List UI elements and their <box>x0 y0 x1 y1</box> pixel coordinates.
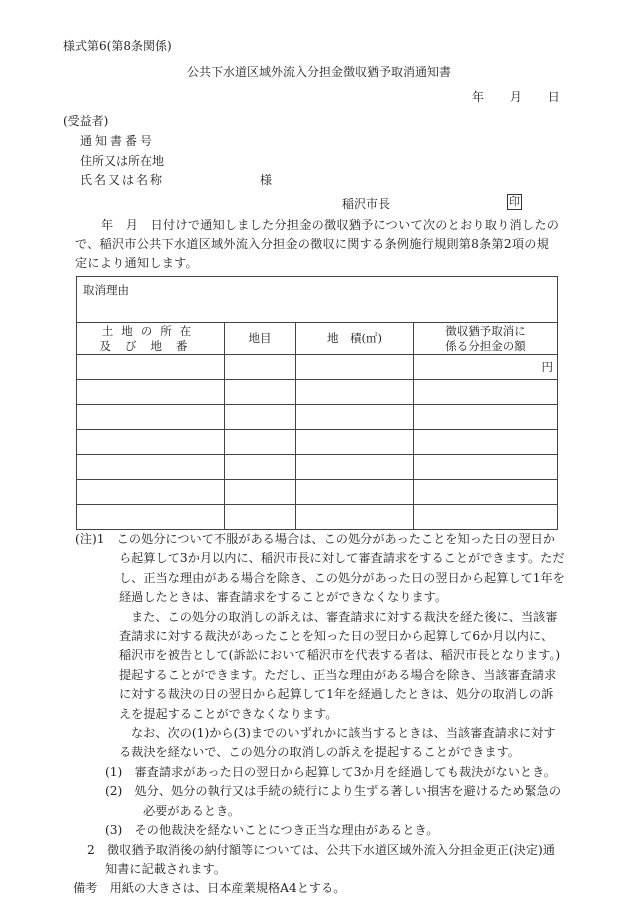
area-cell[interactable] <box>296 380 414 405</box>
date-day: 日 <box>547 90 560 104</box>
date-line <box>472 89 560 105</box>
notes-section <box>75 530 565 899</box>
cancellation-table <box>76 276 558 530</box>
land-cell[interactable] <box>77 430 225 455</box>
note-2-prefix: 2 <box>87 842 95 857</box>
notice-number-label: 通知書番号 <box>80 134 156 148</box>
note-2 <box>75 841 565 880</box>
table-row <box>77 455 558 480</box>
note-1 <box>75 530 565 608</box>
body-text: 年 月 日付けで通知しました分担金の徴収猶予について次のとおり取り消したので、稲沢市公共下水道区域外流入分担金の徴収に関する条例施行規則第8条第2項の規定により通知します。 <box>75 218 560 270</box>
land-cell[interactable] <box>77 505 225 530</box>
name-label: 氏名又は名称 <box>80 173 165 187</box>
amount-cell[interactable] <box>414 380 558 405</box>
reason-label: 取消理由 <box>83 283 129 297</box>
note-item-1 <box>75 763 565 782</box>
category-cell[interactable] <box>225 430 296 455</box>
document-title: 公共下水道区域外流入分担金徴収猶予取消通知書 <box>186 65 451 79</box>
note-item-3-label: (3) <box>105 823 123 838</box>
issuer-title: 稲沢市長 <box>342 197 391 211</box>
date-year: 年 <box>472 90 485 104</box>
land-cell[interactable] <box>77 380 225 405</box>
note-item-3-text: その他裁決を経ないことにつき正当な理由があるとき。 <box>134 823 439 838</box>
amount-cell[interactable] <box>414 405 558 430</box>
note-1-text: この処分について不服がある場合は、この処分があったことを知った日の翌日から起算して3か月以内に、稲沢市長に対して審査請求をすることができます。ただし、正当な理由がある場合を除き、この処分があった日の翌日から起算して1年を経過したときは、審査請求をすることができなくなります。 <box>116 532 565 605</box>
header-category: 地目 <box>225 323 296 355</box>
land-cell[interactable] <box>77 455 225 480</box>
area-cell[interactable] <box>296 430 414 455</box>
header-amount-line1: 徴収猶予取消に <box>445 323 526 338</box>
category-cell[interactable] <box>225 405 296 430</box>
amount-cell[interactable] <box>414 430 558 455</box>
note-item-2-label: (2) <box>105 784 123 799</box>
header-land-line2: 及び地番 <box>99 338 202 353</box>
note-1-prefix: (注)1 <box>75 532 105 546</box>
header-amount <box>414 323 558 355</box>
note-item-1-text: 審査請求があった日の翌日から起算して3か月を経過しても裁決がないとき。 <box>134 764 556 779</box>
note-1-para3: なお、次の(1)から(3)までのいずれかに該当するときは、当該審査請求に対する裁決を経ないで、この処分の取消しの訴えを提起することができます。 <box>119 726 556 760</box>
amount-cell[interactable]: 円 <box>414 355 558 380</box>
table-row <box>77 355 558 380</box>
category-cell[interactable] <box>225 455 296 480</box>
seal-mark: 印 <box>509 195 520 208</box>
category-cell[interactable] <box>225 380 296 405</box>
table-row <box>77 405 558 430</box>
area-cell[interactable] <box>296 405 414 430</box>
remark-label: 備考 <box>73 881 98 896</box>
honorific: 様 <box>260 173 273 187</box>
category-cell[interactable] <box>225 480 296 505</box>
note-1-para2: また、この処分の取消しの訴えは、審査請求に対する裁決を経た後に、当該審査請求に対する裁決があったことを知った日の翌日から起算して6か月以内に、稲沢市を被告として(訴訟において稲沢市を代表する者は、稲沢市長となります。)提起することができます。ただし、正当な理由がある場合を除き、当該審査請求に対する裁決の日の翌日から起算して1年を経過したときは、処分の取消しの訴えを提起することができなくなります。 <box>119 609 561 721</box>
table-row <box>77 480 558 505</box>
table-row <box>77 380 558 405</box>
header-area: 地 積(㎡) <box>296 323 414 355</box>
amount-cell[interactable] <box>414 455 558 480</box>
note-item-1-label: (1) <box>105 764 123 779</box>
header-amount-line2: 係る分担金の額 <box>445 338 526 353</box>
land-cell[interactable] <box>77 480 225 505</box>
remark-text: 用紙の大きさは、日本産業規格A4とする。 <box>109 881 346 896</box>
reason-cell <box>77 277 558 323</box>
category-cell[interactable] <box>225 355 296 380</box>
recipient-heading: (受益者) <box>63 114 109 128</box>
header-land-line1: 土地の所在 <box>101 323 200 338</box>
category-cell[interactable] <box>225 505 296 530</box>
table-row <box>77 430 558 455</box>
date-month: 月 <box>509 90 522 104</box>
form-number: 様式第6(第8条関係) <box>63 39 172 53</box>
remark <box>73 879 565 898</box>
note-item-2 <box>75 782 565 821</box>
area-cell[interactable] <box>296 455 414 480</box>
area-cell[interactable] <box>296 355 414 380</box>
land-cell[interactable] <box>77 355 225 380</box>
amount-cell[interactable] <box>414 505 558 530</box>
table-row <box>77 505 558 530</box>
address-label: 住所又は所在地 <box>80 154 165 168</box>
area-cell[interactable] <box>296 505 414 530</box>
note-2-text: 徴収猶予取消後の納付額等については、公共下水道区域外流入分担金更正(決定)通知書に記載されます。 <box>105 842 555 876</box>
header-land-location <box>77 323 225 355</box>
note-item-3 <box>75 821 565 840</box>
land-cell[interactable] <box>77 405 225 430</box>
area-cell[interactable] <box>296 480 414 505</box>
amount-cell[interactable] <box>414 480 558 505</box>
note-item-2-text: 処分、処分の執行又は手続の続行により生ずる著しい損害を避けるため緊急の必要があるとき。 <box>134 784 562 818</box>
